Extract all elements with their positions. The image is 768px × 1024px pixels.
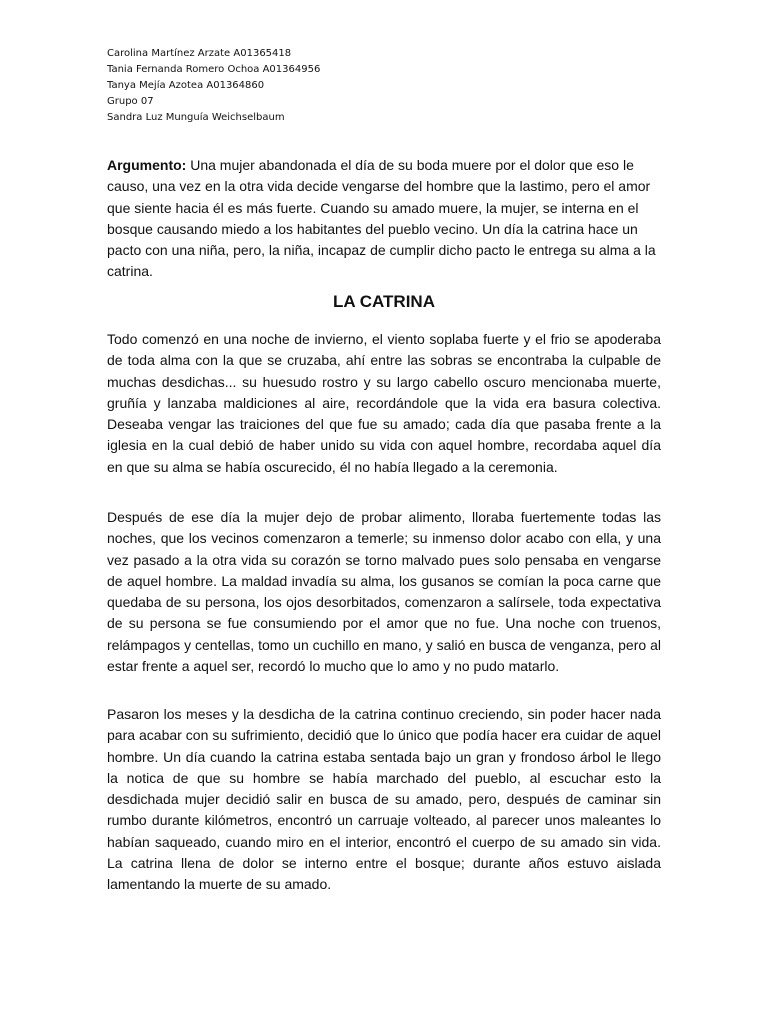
- story-paragraph: Todo comenzó en una noche de invierno, el viento soplaba fuerte y el frio se apoderaba de toda alma con la que se cruzaba, ahí entre las sobras se encontraba la culpable de muchas desdichas... su huesudo rostro y su largo cabello oscuro mencionaba muerte, gruñía y lanzaba maldiciones al aire, recordándole que la vida era basura colectiva. Deseaba vengar las traiciones del que fue su amado; cada día que pasaba frente a la iglesia en la cual debió de haber unido su vida con aquel hombre, recordaba aquel día en que su alma se había oscurecido, él no había llegado a la ceremonia.: [107, 331, 661, 475]
- author-line: Tanya Mejía Azotea A01364860: [107, 80, 265, 91]
- author-line: Tania Fernanda Romero Ochoa A01364956: [107, 64, 321, 75]
- argument-paragraph: [107, 155, 661, 283]
- argument-text: Una mujer abandonada el día de su boda muere por el dolor que eso le causo, una vez en la otra vida decide vengarse del hombre que la lastimo, pero el amor que siente hacia él es más fuerte. Cuando su amado muere, la mujer, se interna en el bosque causando miedo a los habitantes del pueblo vecino. Un día la catrina hace un pacto con una niña, pero, la niña, incapaz de cumplir dicho pacto le entrega su alma a la catrina.: [107, 157, 656, 280]
- story-paragraph: Pasaron los meses y la desdicha de la catrina continuo creciendo, sin poder hacer nada para acabar con su sufrimiento, decidió que lo único que podía hacer era cuidar de aquel hombre. Un día cuando la catrina estaba sentada bajo un gran y frondoso árbol le llego la notica de que su hombre se había marchado del pueblo, al escuchar esto la desdichada mujer decidió salir en busca de su amado, pero, después de caminar sin rumbo durante kilómetros, encontró un carruaje volteado, al parecer unos maleantes lo habían saqueado, cuando miro en el interior, encontró el cuerpo de su amado sin vida. La catrina llena de dolor se interno entre el bosque; durante años estuvo aislada lamentando la muerte de su amado.: [107, 706, 661, 893]
- story-title: LA CATRINA: [333, 292, 435, 311]
- author-block: [107, 46, 667, 126]
- group-line: Grupo 07: [107, 96, 154, 107]
- teacher-line: Sandra Luz Munguía Weichselbaum: [107, 112, 285, 123]
- author-line: Carolina Martínez Arzate A01365418: [107, 48, 292, 59]
- story-paragraph: Después de ese día la mujer dejo de probar alimento, lloraba fuertemente todas las noches, que los vecinos comenzaron a temerle; su inmenso dolor acabo con ella, y una vez pasado a la otra vida su corazón se torno malvado pues solo pensaba en vengarse de aquel hombre. La maldad invadía su alma, los gusanos se comían la poca carne que quedaba de su persona, los ojos desorbitados, comenzaron a salírsele, toda expectativa de su persona se fue consumiendo por el amor que no fue. Una noche con truenos, relámpagos y centellas, tomo un cuchillo en mano, y salió en busca de venganza, pero al estar frente a aquel ser, recordó lo mucho que lo amo y no pudo matarlo.: [107, 509, 661, 675]
- argument-label: Argumento:: [107, 157, 187, 173]
